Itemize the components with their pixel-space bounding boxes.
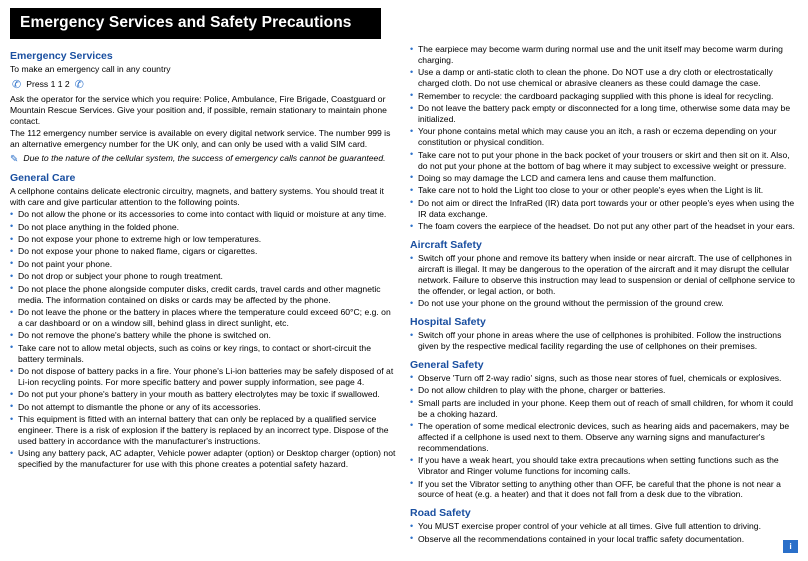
press-instruction	[10, 79, 396, 90]
list-item: • Take care not to put your phone in the back pocket of your trousers or skirt and then sit on it. Also, do not put your phone at the bottom of bag where it may subject to excessive weight or pressure.	[410, 150, 796, 172]
list-item: • Using any battery pack, AC adapter, Vehicle power adapter (option) or Desktop charger (option) not specified by the manufacturer for use with this phone creates a potential safety hazard.	[10, 448, 396, 470]
list-item: • Do not allow the phone or its accessories to come into contact with liquid or moisture at any time.	[10, 209, 396, 220]
list-item: • Observe 'Turn off 2-way radio' signs, such as those near stores of fuel, chemicals or explosives.	[410, 373, 796, 384]
list-item: • Do not paint your phone.	[10, 259, 396, 270]
list-item: • Take care not to hold the Light too close to your or other people's eyes when the Light is lit.	[410, 185, 796, 196]
section-heading-hospital-safety: Hospital Safety	[410, 316, 486, 329]
road-safety-bullet-list	[410, 521, 796, 544]
section-heading-road-safety: Road Safety	[410, 507, 471, 520]
list-item: • If you have a weak heart, you should take extra precautions when setting functions such as the Vibrator and Ringer volume functions for incoming calls.	[410, 455, 796, 477]
list-item: • Do not leave the phone or the battery in places where the temperature could exceed 60°C; e.g. on a car dashboard or on a window sill, behind glass in direct sunlight, etc.	[10, 307, 396, 329]
list-item: • Do not place the phone alongside computer disks, credit cards, travel cards and other magnetic media. The information contained on disks or cards may be affected by the phone.	[10, 284, 396, 306]
aircraft-safety-bullet-list	[410, 253, 796, 309]
list-item: • Do not attempt to dismantle the phone or any of its accessories.	[10, 402, 396, 413]
section-heading-aircraft-safety: Aircraft Safety	[410, 239, 482, 251]
list-item: • The foam covers the earpiece of the headset. Do not put any other part of the headset in your ears.	[410, 221, 796, 232]
list-item: • Do not leave the battery pack empty or disconnected for a long time, otherwise some data may be initialized.	[410, 103, 796, 125]
list-item: • Do not allow children to play with the phone, charger or batteries.	[410, 385, 796, 396]
list-item: • Do not drop or subject your phone to rough treatment.	[10, 271, 396, 282]
left-column	[10, 44, 396, 546]
hospital-safety-bullet-list	[410, 330, 796, 352]
emergency-note	[10, 153, 396, 165]
press-instruction-text: Press 1 1 2	[26, 79, 70, 90]
list-item: • Do not remove the phone's battery while the phone is switched on.	[10, 330, 396, 341]
list-item: • Switch off your phone in areas where the use of cellphones is prohibited. Follow the instructions given by the respective medical facility regarding the use of cellphones on their premises.	[410, 330, 796, 352]
emergency-note-text: Due to the nature of the cellular system, the success of emergency calls cannot be guaranteed.	[23, 153, 386, 164]
page-title: Emergency Services and Safety Precautions	[10, 8, 381, 39]
note-icon: ✎	[10, 154, 19, 166]
list-item: • Do not put your phone's battery in your mouth as battery electrolytes may be toxic if swallowed.	[10, 389, 396, 400]
list-item: • Do not dispose of battery packs in a fire. Your phone's Li-ion batteries may be safely disposed of at Li-ion recycling points. For more specific battery and power supply information, see page 4.	[10, 366, 396, 388]
list-item: • Do not place anything in the folded phone.	[10, 222, 396, 233]
section-heading-emergency-services: Emergency Services	[10, 50, 113, 62]
list-item: • Small parts are included in your phone. Keep them out of reach of small children, for whom it could be a choking hazard.	[410, 398, 796, 420]
emergency-paragraph-1: Ask the operator for the service which you require: Police, Ambulance, Fire Brigade, Coastguard or Mountain Rescue Services. Give your position and, if possible, remain stationary to maintain phone contact.	[10, 93, 387, 126]
phone-icon: ✆	[12, 77, 22, 91]
list-item: • You MUST exercise proper control of your vehicle at all times. Give full attention to driving.	[410, 521, 796, 532]
general-care-bullet-list	[10, 209, 396, 470]
right-column	[410, 44, 796, 546]
list-item: • Do not aim or direct the InfraRed (IR) data port towards your or other people's eyes when using the IR data exchange.	[410, 198, 796, 220]
list-item: • The earpiece may become warm during normal use and the unit itself may become warm during charging.	[410, 44, 796, 66]
continued-bullet-list	[410, 44, 796, 232]
general-care-intro: A cellphone contains delicate electronic circuitry, magnets, and battery systems. You should treat it with care and give particular attention to the following points.	[10, 186, 384, 208]
list-item: • Do not use your phone on the ground without the permission of the ground crew.	[410, 298, 796, 309]
list-item: • Use a damp or anti-static cloth to clean the phone. Do NOT use a dry cloth or electrostatically charged cloth. Do not use chemical or abrasive cleaners as these could damage the case.	[410, 67, 796, 89]
list-item: • Switch off your phone and remove its battery when inside or near aircraft. The use of cellphones in aircraft is illegal. It may be dangerous to the operation of the aircraft and it may disrupt the cellular network. Failure to observe this instruction may lead to suspension or denial of cellphone service to the offender, or legal action, or both.	[410, 253, 796, 297]
list-item: • Take care not to allow metal objects, such as coins or key rings, to contact or short-circuit the battery terminals.	[10, 343, 396, 365]
list-item: • Observe all the recommendations contained in your local traffic safety documentation.	[410, 534, 796, 545]
list-item: • Your phone contains metal which may cause you an itch, a rash or eczema depending on your constitution or physical condition.	[410, 126, 796, 148]
list-item: • Remember to recycle: the cardboard packaging supplied with this phone is ideal for recycling.	[410, 91, 796, 102]
emergency-services-intro: To make an emergency call in any country	[10, 64, 171, 74]
list-item: • If you set the Vibrator setting to anything other than OFF, be careful that the phone is not near a source of heat (e.g. a heater) and that it does not fall from a desk due to the vibration.	[410, 479, 796, 501]
phone-icon-secondary: ✆	[74, 77, 84, 91]
section-heading-general-care: General Care	[10, 172, 76, 185]
list-item: • Do not expose your phone to extreme high or low temperatures.	[10, 234, 396, 245]
section-heading-general-safety: General Safety	[410, 358, 484, 371]
list-item: • This equipment is fitted with an internal battery that can only be replaced by a qualified service engineer. There is a risk of explosion if the battery is replaced by an incorrect type. Dispose of the used battery in accordance with the manufacturer's instructions.	[10, 414, 396, 447]
list-item: • Do not expose your phone to naked flame, cigars or cigarettes.	[10, 246, 396, 257]
page-number-badge: i	[783, 540, 798, 553]
list-item-continuation: • Doing so may damage the LCD and camera lens and cause them malfunction.	[410, 173, 796, 184]
emergency-paragraph-2: The 112 emergency number service is available on every digital network service. The number 999 is an alternative emergency number for the UK only, and can only be used with a valid SIM card.	[10, 127, 391, 149]
list-item: • The operation of some medical electronic devices, such as hearing aids and pacemakers, may be affected if a cellphone is used next to them. Observe any warning signs and manufacturer's recommendations.	[410, 421, 796, 454]
general-safety-bullet-list	[410, 373, 796, 500]
two-column-body	[10, 44, 798, 546]
